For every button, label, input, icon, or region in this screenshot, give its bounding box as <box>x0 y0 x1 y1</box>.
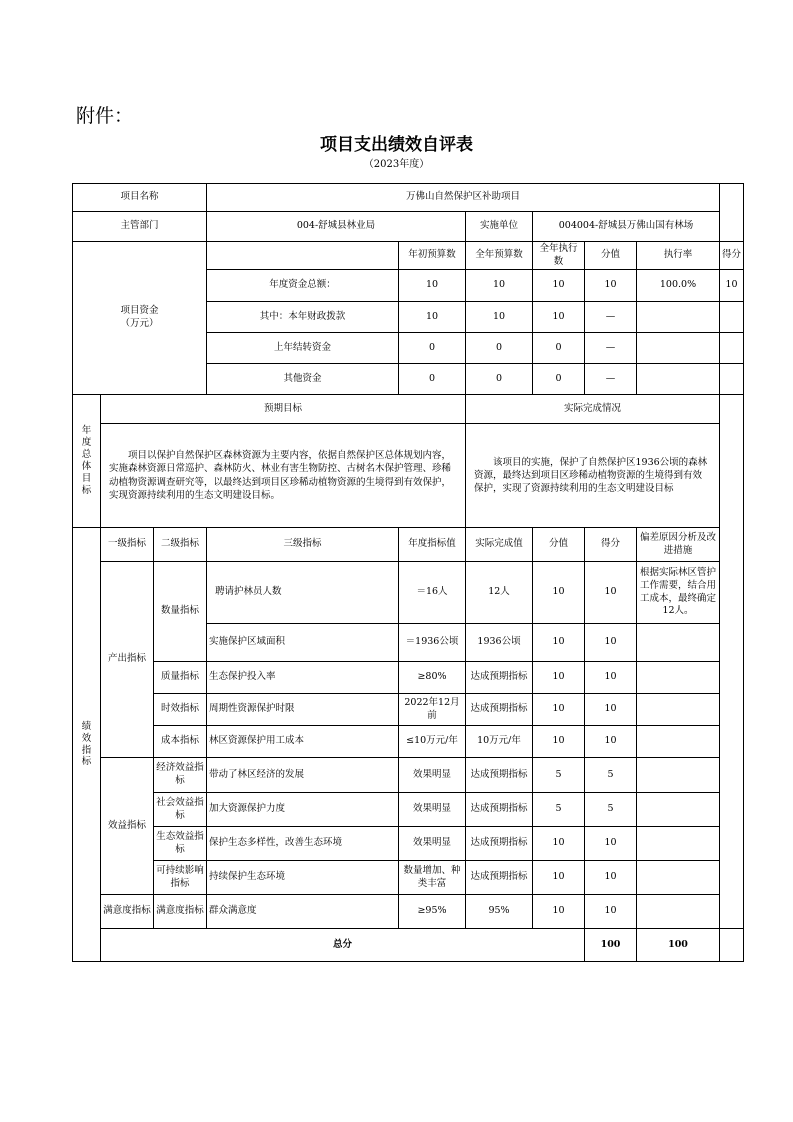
indicator-score: 10 <box>585 726 637 758</box>
indicator-note <box>637 758 720 793</box>
indicator-note <box>637 895 720 929</box>
unit-value: 004004-舒城县万佛山国有林场 <box>533 212 720 242</box>
funds-cell: 10 <box>399 270 466 302</box>
funds-cell: 10 <box>533 302 585 333</box>
indicator-actual: 达成预期指标 <box>466 758 533 793</box>
funds-cell: 10 <box>399 302 466 333</box>
funds-header-row <box>73 242 744 270</box>
funds-cell: 100.0% <box>637 270 720 302</box>
funds-cell <box>637 364 720 395</box>
indicator-score-max: 5 <box>533 758 585 793</box>
funds-label-line2: （万元） <box>120 318 159 329</box>
total-label: 总分 <box>101 929 585 962</box>
indicator-note <box>637 861 720 895</box>
funds-cell: 0 <box>466 364 533 395</box>
indicator-name: 实施保护区域面积 <box>207 624 399 662</box>
indicator-header-cell: 二级指标 <box>154 528 207 562</box>
eco-indicator-label: 生态效益指标 <box>154 827 207 861</box>
expected-goal-text: 项目以保护自然保护区森林资源为主要内容，依据自然保护区总体规划内容，实施森林资源日常巡护、森林防火、林业有害生物防控、古树名木保护管理、珍稀动植物资源调查研究等，以最终达到项目区珍稀动植物资源的生境得到有效保护，实现资源持续利用的生态文明建设目标。 <box>101 424 466 528</box>
indicator-score: 10 <box>585 827 637 861</box>
timeliness-indicator-label: 时效指标 <box>154 694 207 726</box>
funds-cell <box>720 364 744 395</box>
indicator-score: 10 <box>585 562 637 624</box>
row-project-name <box>73 184 744 212</box>
indicators-label: 绩 效 指 标 <box>73 528 101 962</box>
funds-header-cell: 分值 <box>585 242 637 270</box>
indicator-score-max: 10 <box>533 895 585 929</box>
indicator-row <box>73 562 744 624</box>
indicator-score-max: 5 <box>533 793 585 827</box>
goals-content-row <box>73 424 744 528</box>
funds-row-label: 上年结转资金 <box>207 333 399 364</box>
funds-cell: 0 <box>399 364 466 395</box>
funds-cell <box>637 333 720 364</box>
actual-goal-text: 该项目的实施，保护了自然保护区1936公顷的森林资源，最终达到项目区珍稀动植物资源的生境得到有效保护，实现了资源持续利用的生态文明建设目标 <box>466 424 720 528</box>
indicator-header-cell: 三级指标 <box>207 528 399 562</box>
quantity-indicator-label: 数量指标 <box>154 562 207 662</box>
funds-cell: 0 <box>533 364 585 395</box>
page-subtitle: （2023年度） <box>363 159 430 170</box>
indicator-actual: 达成预期指标 <box>466 861 533 895</box>
indicator-score: 5 <box>585 793 637 827</box>
indicator-note <box>637 726 720 758</box>
indicator-score: 10 <box>585 624 637 662</box>
indicator-score: 10 <box>585 861 637 895</box>
funds-cell: — <box>585 302 637 333</box>
indicator-note <box>637 662 720 694</box>
indicator-header-cell: 年度指标值 <box>399 528 466 562</box>
indicator-target: ＝1936公顷 <box>399 624 466 662</box>
funds-cell: 10 <box>466 302 533 333</box>
indicator-score: 10 <box>585 895 637 929</box>
dept-label: 主管部门 <box>73 212 207 242</box>
indicator-row <box>73 827 744 861</box>
indicator-name: 保护生态多样性，改善生态环境 <box>207 827 399 861</box>
dept-value: 004-舒城县林业局 <box>207 212 466 242</box>
indicator-header-cell: 实际完成值 <box>466 528 533 562</box>
funds-cell: 0 <box>466 333 533 364</box>
indicator-target: ≥80% <box>399 662 466 694</box>
indicator-header-row <box>73 528 744 562</box>
indicator-name: 群众满意度 <box>207 895 399 929</box>
indicator-note <box>637 793 720 827</box>
benefit-indicator-label: 效益指标 <box>101 758 154 895</box>
indicator-target: 效果明显 <box>399 827 466 861</box>
funds-cell: 10 <box>720 270 744 302</box>
indicator-name: 生态保护投入率 <box>207 662 399 694</box>
indicator-header-cell: 一级指标 <box>101 528 154 562</box>
indicator-row <box>73 662 744 694</box>
indicator-score: 5 <box>585 758 637 793</box>
funds-header-cell: 得分 <box>720 242 744 270</box>
econ-indicator-label: 经济效益指标 <box>154 758 207 793</box>
indicator-score-max: 10 <box>533 562 585 624</box>
funds-label <box>73 242 207 395</box>
indicator-score: 10 <box>585 662 637 694</box>
indicator-target: ＝16人 <box>399 562 466 624</box>
funds-header-cell: 年初预算数 <box>399 242 466 270</box>
indicator-score-max: 10 <box>533 662 585 694</box>
indicator-target: ≤10万元/年 <box>399 726 466 758</box>
indicator-score-max: 10 <box>533 694 585 726</box>
total-score: 100 <box>637 929 720 962</box>
funds-header-blank <box>207 242 399 270</box>
indicator-actual: 达成预期指标 <box>466 827 533 861</box>
indicator-score-max: 10 <box>533 624 585 662</box>
indicator-row <box>73 726 744 758</box>
indicator-name: 林区资源保护用工成本 <box>207 726 399 758</box>
page-title: 项目支出绩效自评表 <box>320 135 473 155</box>
indicator-target: 2022年12月前 <box>399 694 466 726</box>
row-department <box>73 212 744 242</box>
indicator-actual: 10万元/年 <box>466 726 533 758</box>
output-indicator-label: 产出指标 <box>101 562 154 758</box>
indicator-header-cell: 偏差原因分析及改进措施 <box>637 528 720 562</box>
sustain-indicator-label: 可持续影响指标 <box>154 861 207 895</box>
indicator-actual: 达成预期指标 <box>466 793 533 827</box>
funds-header-cell: 全年预算数 <box>466 242 533 270</box>
indicator-actual: 达成预期指标 <box>466 694 533 726</box>
goals-header-row <box>73 395 744 424</box>
funds-header-cell: 执行率 <box>637 242 720 270</box>
indicator-target: 效果明显 <box>399 758 466 793</box>
indicator-target: 数量增加、种类丰富 <box>399 861 466 895</box>
self-evaluation-table <box>72 183 744 962</box>
indicator-name: 周期性资源保护时限 <box>207 694 399 726</box>
actual-goal-header: 实际完成情况 <box>466 395 720 424</box>
funds-cell <box>637 302 720 333</box>
funds-cell: — <box>585 364 637 395</box>
indicator-header-cell: 得分 <box>585 528 637 562</box>
indicator-score: 10 <box>585 694 637 726</box>
funds-cell: 10 <box>466 270 533 302</box>
funds-cell: 0 <box>399 333 466 364</box>
funds-cell: — <box>585 333 637 364</box>
total-row <box>73 929 744 962</box>
indicator-note <box>637 694 720 726</box>
funds-header-cell: 全年执行数 <box>533 242 585 270</box>
indicator-row <box>73 895 744 929</box>
indicator-target: ≥95% <box>399 895 466 929</box>
quality-indicator-label: 质量指标 <box>154 662 207 694</box>
funds-label-line1: 项目资金 <box>120 305 159 317</box>
indicator-name: 聘请护林员人数 <box>207 562 399 624</box>
attachment-label: 附件： <box>76 105 134 127</box>
social-indicator-label: 社会效益指标 <box>154 793 207 827</box>
indicator-note <box>637 827 720 861</box>
funds-row-label: 年度资金总额： <box>207 270 399 302</box>
unit-label: 实施单位 <box>466 212 533 242</box>
indicator-actual: 95% <box>466 895 533 929</box>
satisfaction-l2-label: 满意度指标 <box>154 895 207 929</box>
funds-cell: 0 <box>533 333 585 364</box>
indicator-score-max: 10 <box>533 861 585 895</box>
indicator-note <box>637 624 720 662</box>
indicator-row <box>73 694 744 726</box>
funds-row-label: 其中：本年财政拨款 <box>207 302 399 333</box>
indicator-score-max: 10 <box>533 827 585 861</box>
indicator-name: 带动了林区经济的发展 <box>207 758 399 793</box>
cost-indicator-label: 成本指标 <box>154 726 207 758</box>
indicator-actual: 1936公顷 <box>466 624 533 662</box>
indicator-header-cell: 分值 <box>533 528 585 562</box>
expected-goal-header: 预期目标 <box>101 395 466 424</box>
indicator-name: 持续保护生态环境 <box>207 861 399 895</box>
indicator-row <box>73 793 744 827</box>
indicator-note: 根据实际林区管护工作需要，结合用工成本，最终确定12人。 <box>637 562 720 624</box>
project-name-label: 项目名称 <box>73 184 207 212</box>
indicator-row <box>73 861 744 895</box>
funds-cell: 10 <box>533 270 585 302</box>
indicator-row <box>73 758 744 793</box>
funds-cell <box>720 333 744 364</box>
indicator-actual: 达成预期指标 <box>466 662 533 694</box>
funds-row-label: 其他资金 <box>207 364 399 395</box>
project-name-value: 万佛山自然保护区补助项目 <box>207 184 720 212</box>
total-score-max: 100 <box>585 929 637 962</box>
funds-cell: 10 <box>585 270 637 302</box>
indicator-score-max: 10 <box>533 726 585 758</box>
indicator-actual: 12人 <box>466 562 533 624</box>
goals-label: 年 度 总 体 目 标 <box>73 395 101 528</box>
indicator-name: 加大资源保护力度 <box>207 793 399 827</box>
funds-cell <box>720 302 744 333</box>
satisfaction-l1-label: 满意度指标 <box>101 895 154 929</box>
total-note <box>720 929 744 962</box>
indicator-target: 效果明显 <box>399 793 466 827</box>
